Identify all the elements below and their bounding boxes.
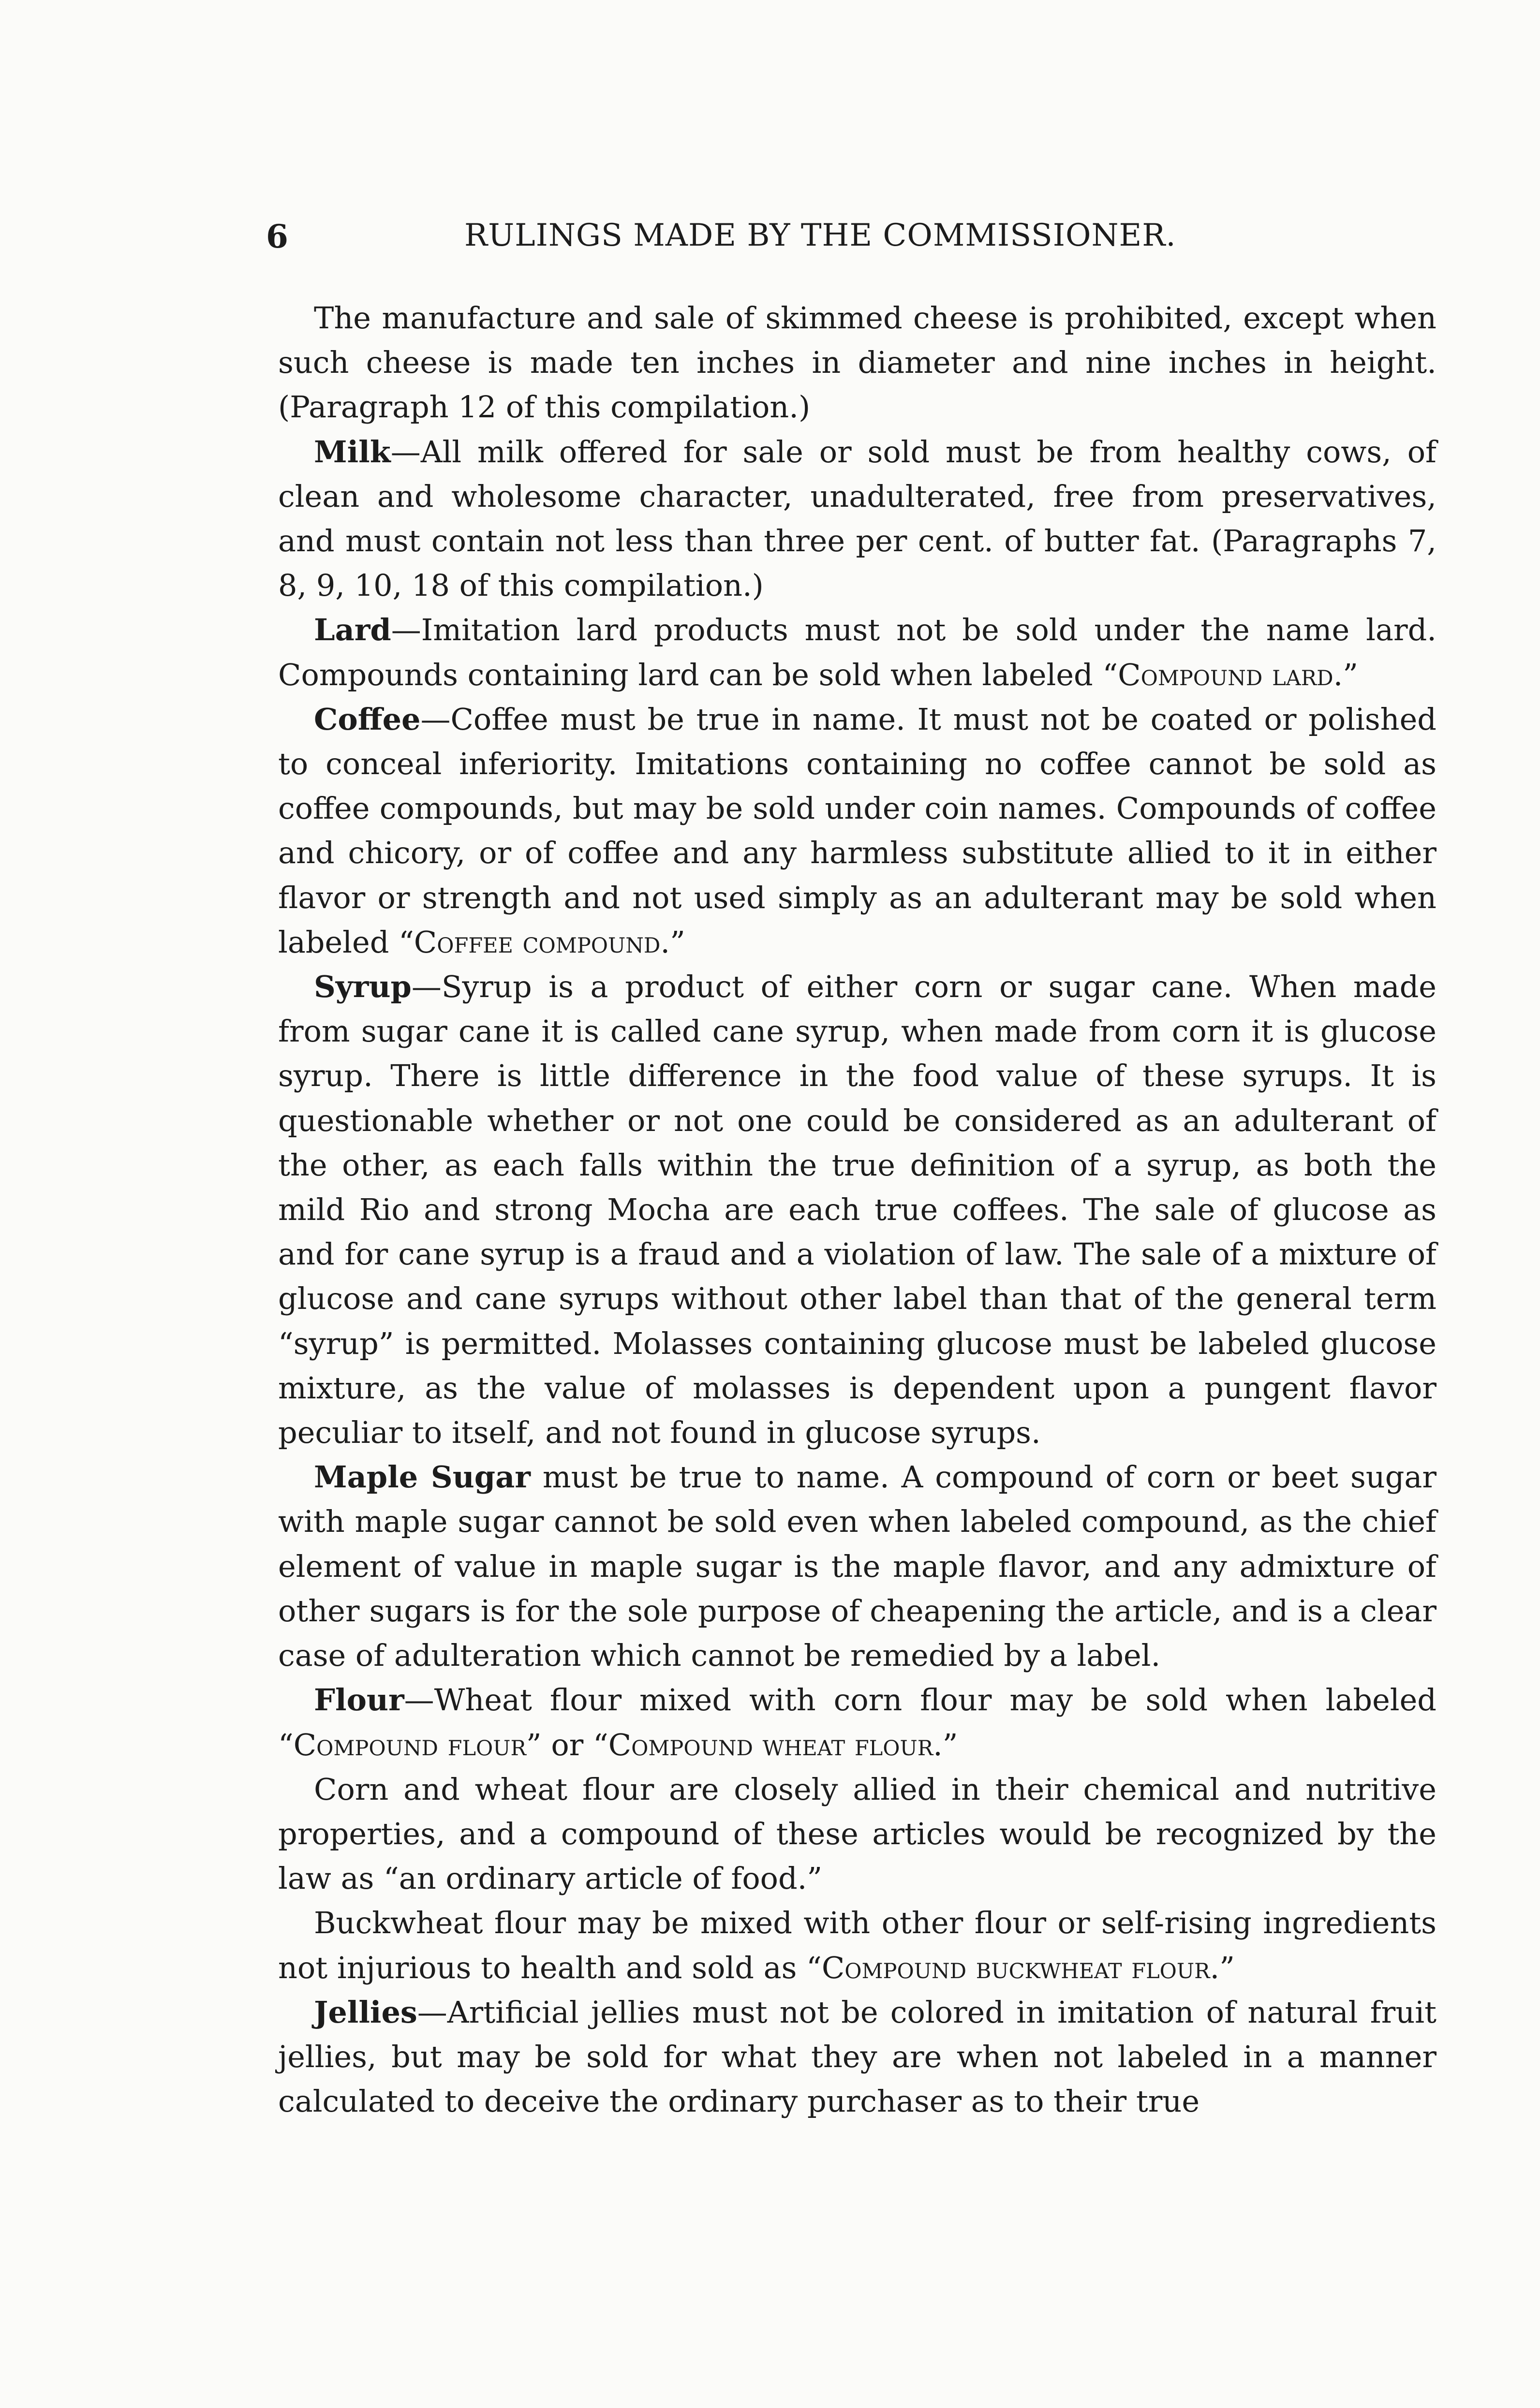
body-text	[278, 296, 1436, 2124]
term-maple-sugar: Maple Sugar	[314, 1459, 531, 1495]
paragraph-lard	[278, 608, 1436, 697]
closing-quote: .”	[1210, 1950, 1235, 1985]
paragraph-flour	[278, 1678, 1436, 1767]
quote-separator: ” or “	[526, 1727, 608, 1762]
paragraph-text: —All milk offered for sale or sold must be from healthy cows, of clean and wholesome character, unadulterated, free from preservatives, and must contain not less than three per cent. of butter fat. (Paragraphs 7, 8, 9, 10, 18 of this compilation.)	[278, 434, 1436, 603]
closing-quote: .”	[933, 1727, 958, 1762]
label-compound-lard: Compound lard	[1118, 657, 1333, 692]
paragraph-cheese	[278, 296, 1436, 430]
paragraph-maple-sugar	[278, 1455, 1436, 1678]
paragraph-text: Corn and wheat flour are closely allied in their chemical and nutritive properties, and a compound of these articles would be recognized by the law as “an ordinary article of food.”	[278, 1771, 1436, 1896]
label-compound-flour: Compound flour	[293, 1727, 526, 1762]
closing-quote: .”	[660, 924, 685, 960]
page-number: 6	[266, 218, 289, 255]
label-compound-wheat-flour: Compound wheat flour	[608, 1727, 933, 1762]
paragraph-milk	[278, 430, 1436, 608]
paragraph-corn-wheat	[278, 1767, 1436, 1901]
paragraph-text: —Syrup is a product of either corn or sugar cane. When made from sugar cane it is called cane syrup, when made from corn it is glucose syrup. There is little difference in the food value of these syrups. It is questionable whether or not one could be considered as an adulterant of the other, as each falls within the true definition of a syrup, as both the mild Rio and strong Mocha are each true coffees. The sale of glucose as and for cane syrup is a fraud and a violation of law. The sale of a mixture of glucose and cane syrups without other label than that of the general term “syrup” is permitted. Molasses containing glucose must be labeled glucose mixture, as the value of molasses is dependent upon a pungent flavor peculiar to itself, and not found in glucose syrups.	[278, 969, 1436, 1451]
paragraph-jellies	[278, 1990, 1436, 2124]
label-coffee-compound: Coffee compound	[414, 924, 661, 960]
term-coffee: Coffee	[314, 701, 421, 737]
paragraph-text: —Artificial jellies must not be colored in imitation of natural fruit jellies, but may be sold for what they are when not labeled in a manner calculated to deceive the ordinary purchaser as to their true	[278, 1994, 1436, 2119]
closing-quote: .”	[1333, 657, 1358, 692]
paragraph-text: Buckwheat flour may be mixed with other flour or self-rising ingredients not injurious to health and sold as “	[278, 1905, 1436, 1985]
term-milk: Milk	[314, 434, 391, 470]
paragraph-text: The manufacture and sale of skimmed cheese is prohibited, except when such cheese is made ten inches in diameter and nine inches in height. (Paragraph 12 of this compilation.)	[278, 300, 1436, 425]
paragraph-syrup	[278, 965, 1436, 1455]
term-jellies: Jellies	[314, 1994, 417, 2030]
paragraph-text: —Wheat flour mixed with corn flour may be sold when labeled “	[278, 1682, 1436, 1762]
paragraph-text: must be true to name. A compound of corn or beet sugar with maple sugar cannot be sold even when labeled compound, as the chief element of value in maple sugar is the maple flavor, and any admixture of other sugars is for the sole purpose of cheapening the article, and is a clear case of adulteration which cannot be remedied by a label.	[278, 1459, 1436, 1674]
term-flour: Flour	[314, 1682, 404, 1718]
running-title: RULINGS MADE BY THE COMMISSIONER.	[464, 218, 1176, 253]
page-header	[266, 208, 1403, 261]
label-compound-buckwheat-flour: Compound buckwheat flour	[821, 1950, 1210, 1985]
paragraph-text: —Imitation lard products must not be sold under the name lard. Compounds containing lard can be sold when labeled “	[278, 612, 1436, 692]
paragraph-text: —Coffee must be true in name. It must not be coated or polished to conceal inferiority. Imitations containing no coffee cannot be sold as coffee compounds, but may be sold under coin names. Compounds of coffee and chicory, or of coffee and any harmless substitute allied to it in either flavor or strength and not used simply as an adulterant may be sold when labeled “	[278, 701, 1436, 960]
paragraph-coffee	[278, 697, 1436, 965]
term-lard: Lard	[314, 612, 391, 648]
paragraph-buckwheat	[278, 1901, 1436, 1990]
term-syrup: Syrup	[314, 969, 412, 1005]
